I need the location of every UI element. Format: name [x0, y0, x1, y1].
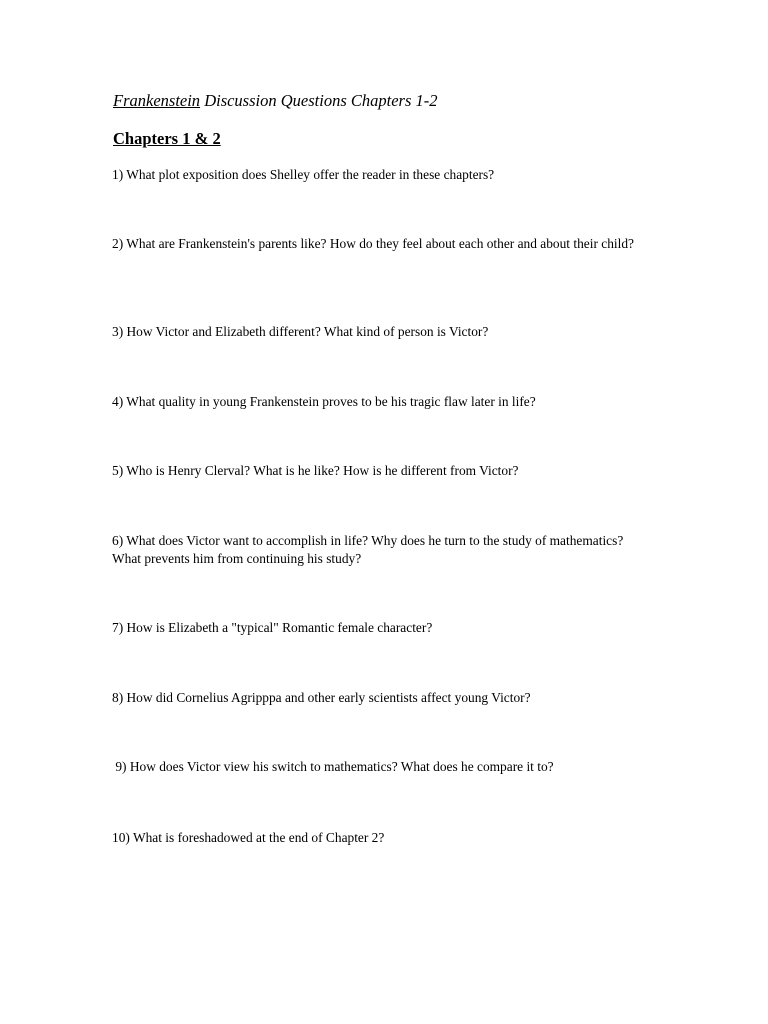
document-title: [113, 90, 437, 112]
question-10: 10) What is foreshadowed at the end of Chapter 2?: [112, 830, 385, 845]
question-9: 9) How does Victor view his switch to mathematics? What does he compare it to?: [112, 759, 554, 774]
question-6: 6) What does Victor want to accomplish in life? Why does he turn to the study of mathematics? What prevents him from continuing his study?: [112, 533, 624, 566]
question-3: 3) How Victor and Elizabeth different? What kind of person is Victor?: [112, 324, 489, 339]
question-8: 8) How did Cornelius Agripppa and other early scientists affect young Victor?: [112, 690, 531, 705]
question-2: 2) What are Frankenstein's parents like? How do they feel about each other and about their child?: [112, 236, 634, 251]
question-4: 4) What quality in young Frankenstein proves to be his tragic flaw later in life?: [112, 394, 536, 409]
section-heading: Chapters 1 & 2: [113, 129, 221, 148]
question-7: 7) How is Elizabeth a "typical" Romantic female character?: [112, 620, 433, 635]
question-5: 5) Who is Henry Clerval? What is he like? How is he different from Victor?: [112, 463, 519, 478]
title-rest: Discussion Questions Chapters 1-2: [200, 91, 438, 110]
book-title: Frankenstein: [113, 91, 201, 110]
question-1: 1) What plot exposition does Shelley offer the reader in these chapters?: [112, 167, 495, 182]
